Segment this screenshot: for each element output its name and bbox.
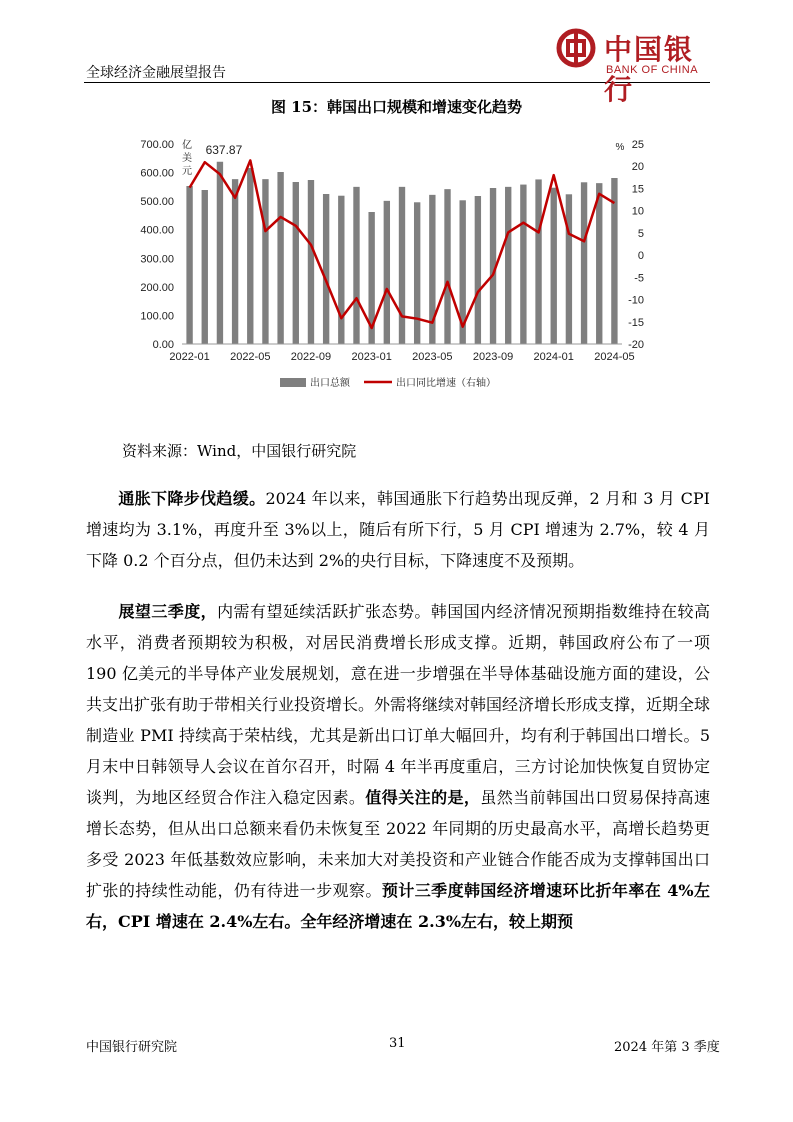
bar-export-2022-01 xyxy=(186,186,192,344)
left-tick-label: 400.00 xyxy=(140,224,174,237)
paragraph-outlook-highlight: 值得关注的是， xyxy=(365,788,481,807)
left-tick-label: 200.00 xyxy=(140,281,174,294)
right-tick-label: -5 xyxy=(634,272,644,285)
right-tick-label: 0 xyxy=(637,250,644,263)
left-axis-unit: 元 xyxy=(182,166,192,177)
bar-export-2024-04 xyxy=(596,183,602,344)
report-title: 全球经济金融展望报告 xyxy=(86,65,226,81)
bar-export-2023-08 xyxy=(475,196,481,344)
x-tick-label: 2023-01 xyxy=(351,351,392,363)
paragraph-outlook-text2: 虽然当前韩国出口贸易保持高速增长态势，但从出口总额来看仍未恢复至 2022 年同期的历史最高水平，高增长趋势更多受 2023 年低基数效应影响，未来加大对美投资和产业链合作能否成为支撑韩国出口扩张的持续性动能，仍有待进一步观察。 xyxy=(86,788,710,900)
x-tick-label: 2024-05 xyxy=(594,351,635,363)
paragraph-outlook-text1: 内需有望延续活跃扩张态势。韩国国内经济情况预期指数维持在较高水平，消费者预期较为积极，对居民消费增长形成支撑。近期，韩国政府公布了一项 190 亿美元的半导体产业发展规划，意在进一步增强在半导体基础设施方面的建设，公共支出扩张有助于带相关行业投资增长。外需将继续对韩国经济增长形成支撑，近期全球制造业 PMI 持续高于荣枯线，尤其是新出口订单大幅回升，均有利于韩国出口增长。5 月末中日韩领导人会议在首尔召开，时隔 4 年半再度重启，三方讨论加快恢复自贸协定谈判，为地区经贸合作注入稳定因素。 xyxy=(86,602,711,807)
paragraph-inflation xyxy=(86,483,710,576)
bar-export-2023-03 xyxy=(399,187,405,344)
bar-export-2024-02 xyxy=(566,194,572,344)
left-axis-unit: 美 xyxy=(182,153,192,164)
right-tick-label: 15 xyxy=(631,183,644,196)
x-tick-label: 2023-05 xyxy=(412,351,453,363)
bar-export-2023-02 xyxy=(384,201,390,344)
right-tick-label: 10 xyxy=(631,205,644,218)
bank-name-en: BANK OF CHINA xyxy=(606,64,699,76)
bank-name-cn: 中国银行 xyxy=(604,33,695,106)
export-chart-svg xyxy=(130,130,670,400)
bar-export-2023-04 xyxy=(414,202,420,344)
footer-page-number: 31 xyxy=(389,1036,406,1051)
bar-export-2023-10 xyxy=(505,187,511,344)
left-tick-label: 700.00 xyxy=(140,139,174,151)
right-tick-label: 5 xyxy=(637,227,644,240)
bar-export-2023-06 xyxy=(444,189,450,344)
bar-export-2022-04 xyxy=(232,179,238,344)
paragraph-outlook-forecast: 预计三季度韩国经济增速环比折年率在 4%左右，CPI 增速在 2.4%左右。全年经济增速在 2.3%左右，较上期预 xyxy=(86,881,710,931)
bar-export-2024-01 xyxy=(551,188,557,344)
left-tick-label: 300.00 xyxy=(140,253,174,266)
bar-export-2023-11 xyxy=(520,185,526,344)
bar-export-2023-12 xyxy=(535,179,541,344)
bar-export-2022-10 xyxy=(323,194,329,344)
left-tick-label: 500.00 xyxy=(140,196,174,209)
figure-source: 资料来源：Wind，中国银行研究院 xyxy=(122,442,357,460)
paragraph-outlook-lead: 展望三季度， xyxy=(118,602,218,621)
left-tick-label: 600.00 xyxy=(140,167,174,180)
left-axis-unit: 亿 xyxy=(182,140,192,151)
bank-logo xyxy=(556,24,716,106)
bar-export-2022-08 xyxy=(293,182,299,344)
right-tick-label: 20 xyxy=(631,161,644,174)
boc-logo-icon xyxy=(556,28,596,68)
footer-institution: 中国银行研究院 xyxy=(86,1040,178,1055)
right-tick-label: -10 xyxy=(628,294,644,307)
bar-export-2022-03 xyxy=(217,162,223,344)
right-tick-label: -15 xyxy=(628,316,644,329)
peak-annotation: 637.87 xyxy=(205,142,243,157)
x-tick-label: 2023-09 xyxy=(472,351,514,363)
footer-period: 2024 年第 3 季度 xyxy=(614,1040,720,1055)
legend-label-export: 出口总额 xyxy=(310,378,350,389)
bar-export-2022-11 xyxy=(338,196,344,344)
bar-export-2022-06 xyxy=(262,179,268,344)
x-tick-label: 2024-01 xyxy=(533,351,574,363)
legend-swatch-export xyxy=(280,378,306,387)
paragraph-inflation-text: 2024 年以来，韩国通胀下行趋势出现反弹，2 月和 3 月 CPI 增速均为 3.1%，再度升至 3%以上，随后有所下行，5 月 CPI 增速为 2.7%，较 4 月下降 0.2 个百分点，但仍未达到 2%的央行目标，下降速度不及预期。 xyxy=(86,489,710,570)
bar-export-2022-12 xyxy=(353,187,359,344)
bar-export-2022-07 xyxy=(277,172,283,344)
right-axis-unit: % xyxy=(615,142,625,153)
paragraph-outlook xyxy=(86,596,710,937)
export-chart xyxy=(130,130,670,400)
figure-title: 图 15：韩国出口规模和增速变化趋势 xyxy=(270,98,523,116)
left-tick-label: 100.00 xyxy=(140,310,174,323)
bar-export-2024-03 xyxy=(581,182,587,344)
right-tick-label: 25 xyxy=(631,139,644,151)
left-tick-label: 0.00 xyxy=(152,339,174,351)
bar-export-2022-05 xyxy=(247,168,253,344)
bar-export-2022-02 xyxy=(202,190,208,344)
paragraph-inflation-lead: 通胀下降步伐趋缓。 xyxy=(118,489,266,508)
legend-label-yoy: 出口同比增速（右轴） xyxy=(396,378,496,389)
bar-export-2022-09 xyxy=(308,180,314,344)
x-tick-label: 2022-01 xyxy=(169,351,210,363)
x-tick-label: 2022-05 xyxy=(230,351,271,363)
right-tick-label: -20 xyxy=(628,339,644,351)
x-tick-label: 2022-09 xyxy=(290,351,332,363)
